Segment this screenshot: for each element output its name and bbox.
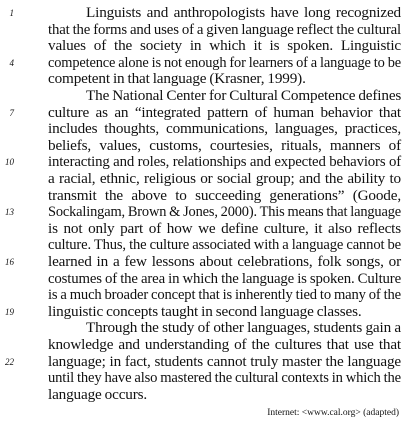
- passage-line: The National Center for Cultural Competence defines: [86, 87, 402, 104]
- passage-line: culture as an “integrated pattern of human behavior that: [48, 104, 401, 121]
- line-number: 22: [5, 357, 14, 367]
- passage-line: Sockalingam, Brown & Jones, 2000). This means that language: [48, 204, 401, 220]
- line-number: 4: [9, 58, 14, 68]
- line-number: 13: [5, 207, 14, 217]
- passage-line: learned in a few lessons about celebrations, folk songs, or: [48, 253, 401, 270]
- source-citation: Internet: <www.cal.org> (adapted): [267, 408, 399, 418]
- passage-line: competence alone is not enough for learners of a language to be: [48, 55, 401, 71]
- passage-line: that the forms and uses of a given language reflect the cultural: [48, 22, 401, 38]
- passage-line: values of the society in which it is spoken. Linguistic: [48, 37, 401, 54]
- passage-line: costumes of the area in which the language is spoken. Culture: [48, 271, 401, 287]
- passage-line: a racial, ethnic, religious or social group; and the ability to: [48, 170, 401, 187]
- line-number: 10: [5, 157, 14, 167]
- passage-line: language occurs.: [48, 386, 148, 403]
- passage-line: beliefs, values, customs, courtesies, rituals, manners of: [48, 137, 401, 154]
- line-number: 19: [5, 307, 14, 317]
- line-number: 16: [5, 257, 14, 267]
- passage-line: linguistic concepts taught in second language classes.: [48, 303, 362, 320]
- passage-line: includes thoughts, communications, languages, practices,: [48, 120, 401, 137]
- passage-line: language; in fact, students cannot truly master the language: [48, 353, 401, 370]
- passage-line: knowledge and understanding of the cultures that use that: [48, 336, 401, 353]
- passage-line: competent in that language (Krasner, 1999).: [48, 70, 306, 87]
- passage-line: is a much broader concept that is inherently tied to many of the: [48, 287, 401, 303]
- passage-line: until they have also mastered the cultural contexts in which the: [48, 370, 401, 386]
- line-number: 1: [9, 8, 14, 18]
- line-number: 7: [9, 108, 14, 118]
- passage-line: is not only part of how we define culture, it also reflects: [48, 220, 401, 237]
- passage-line: Linguists and anthropologists have long recognized: [86, 4, 401, 21]
- passage-line: culture. Thus, the culture associated with a language cannot be: [48, 237, 401, 253]
- passage-line: interacting and roles, relationships and expected behaviors of: [48, 154, 401, 170]
- passage-line: transmit the above to succeeding generations” (Goode,: [48, 187, 401, 204]
- passage-line: Through the study of other languages, students gain a: [86, 319, 401, 336]
